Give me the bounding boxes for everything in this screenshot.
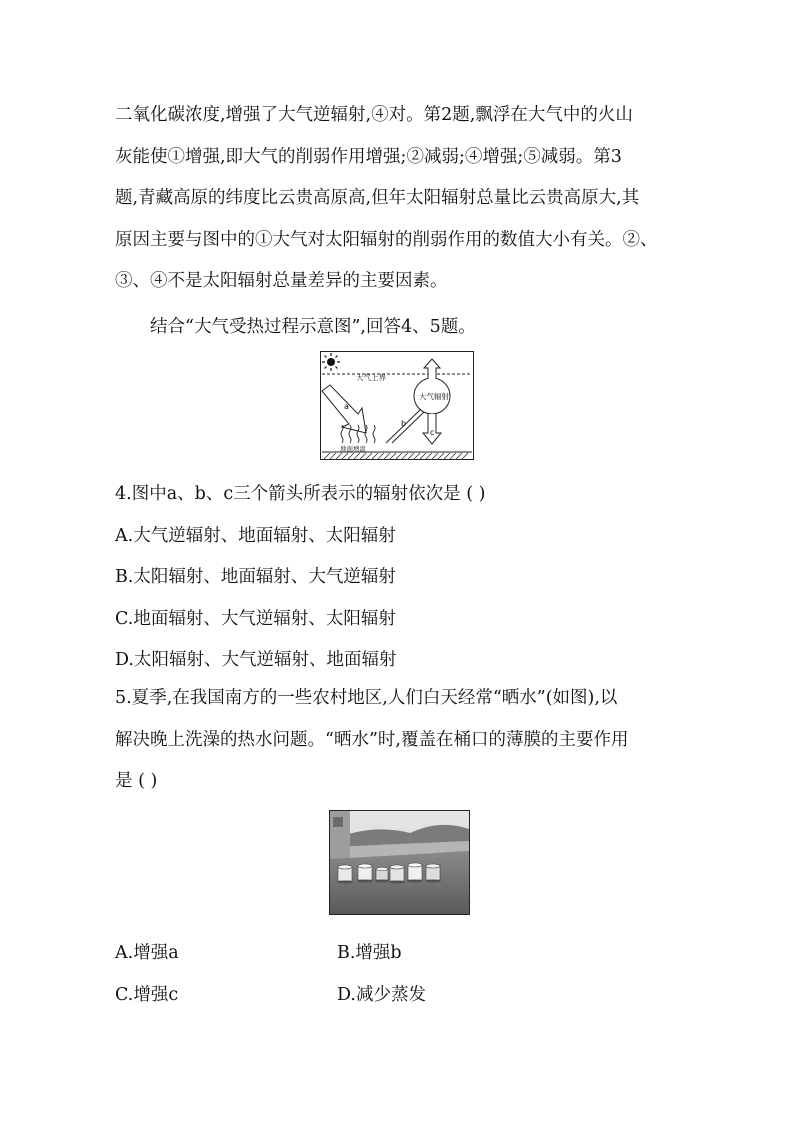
q5-option-d: D.减少蒸发 [337, 985, 426, 1005]
q5-stem [115, 678, 685, 803]
buckets-photo-image [330, 811, 469, 914]
q4-option-b: B.太阳辐射、地面辐射、大气逆辐射 [115, 567, 396, 587]
q5-option-b: B.增强b [337, 943, 402, 963]
atmosphere-top-label: 大气上界 [356, 373, 386, 382]
q4-option-d: D.太阳辐射、大气逆辐射、地面辐射 [115, 650, 397, 670]
explanation-line: 灰能使①增强,即大气的削弱作用增强;②减弱;④增强;⑤减弱。第3 [115, 146, 622, 167]
q4-option-c: C.地面辐射、大气逆辐射、太阳辐射 [115, 609, 396, 629]
atmosphere-heating-diagram [320, 351, 474, 460]
explanation-line: 原因主要与图中的①大气对太阳辐射的削弱作用的数值大小有关。②、 [115, 229, 658, 250]
intro-text: 结合“大气受热过程示意图”,回答4、5题。 [150, 317, 476, 337]
explanation-line: 二氧化碳浓度,增强了大气逆辐射,④对。第2题,飘浮在大气中的火山 [115, 105, 633, 125]
q5-option-c: C.增强c [115, 985, 179, 1005]
sun-icon [322, 353, 340, 371]
arrow-a-label: a [344, 402, 349, 411]
q5-stem-line: 5.夏季,在我国南方的一些农村地区,人们白天经常“晒水”(如图),以 [115, 688, 618, 708]
arrow-c-label: c [430, 428, 435, 437]
q5-option-a: A.增强a [115, 943, 179, 963]
q4-option-a: A.大气逆辐射、地面辐射、太阳辐射 [115, 526, 396, 546]
q4-stem: 4.图中a、b、c三个箭头所表示的辐射依次是 ( ) [115, 484, 486, 504]
explanation-line: 题,青藏高原的纬度比云贵高原高,但年太阳辐射总量比云贵高原大,其 [115, 188, 640, 208]
circle-label: 大气辐射 [419, 392, 449, 401]
q5-stem-line: 是 ( ) [115, 771, 158, 791]
ground-label: 地面增温 [340, 445, 366, 453]
arrow-b-label: b [401, 419, 407, 428]
explanation-line: ③、④不是太阳辐射总量差异的主要因素。 [115, 271, 448, 291]
sun-water-photo [329, 810, 470, 915]
explanation-paragraph [115, 95, 685, 303]
q5-stem-line: 解决晚上洗澡的热水问题。“晒水”时,覆盖在桶口的薄膜的主要作用 [115, 729, 629, 750]
